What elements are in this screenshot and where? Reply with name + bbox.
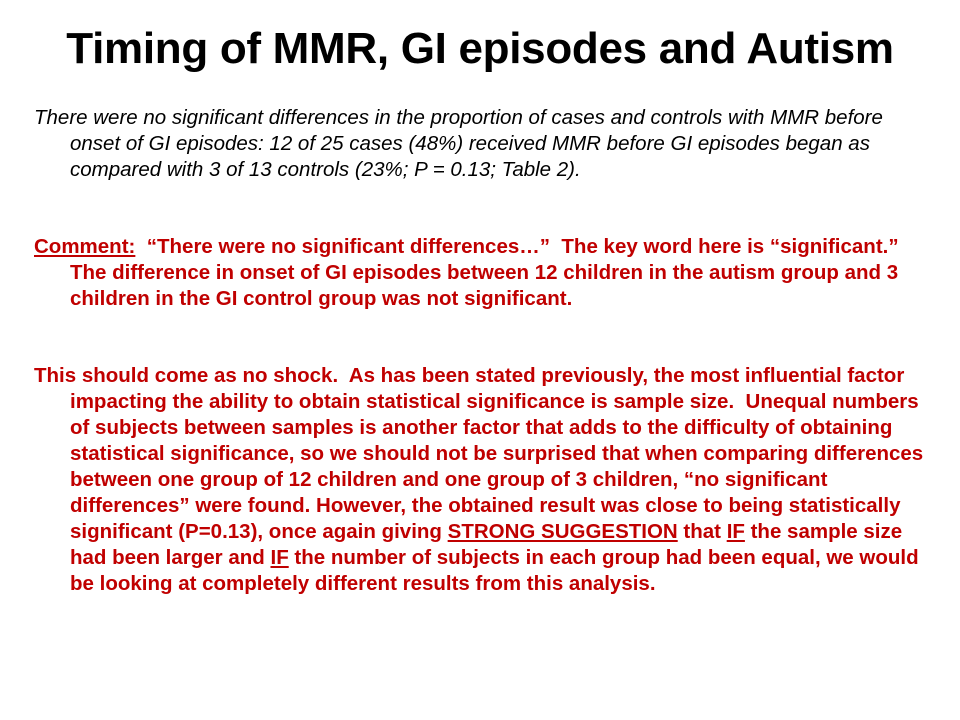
analysis-text-part3: the sample size had been larger and (70, 520, 908, 569)
analysis-text-part2: that (677, 520, 727, 543)
strong-suggestion-emphasis: STRONG SUGGESTION (447, 520, 678, 543)
comment-paragraph (34, 234, 934, 312)
slide-title: Timing of MMR, GI episodes and Autism (66, 24, 894, 73)
if-emphasis-2: IF (270, 546, 289, 569)
analysis-text-part1: This should come as no shock. As has been stated previously, the most influential factor impacting the ability to obtain statistical significance is sample size. Unequal numbers of subjects between samples is another factor that adds to the difficulty of obtaining statistical significance, so we should not be surprised that when comparing differences between one group of 12 children and one group of 3 children, “no significant differences” were found. However, the obtained result was close to being statistically significant (P=0.13), once again giving (34, 364, 929, 543)
comment-text: “There were no significant differences…” The key word here is “significant.” The difference in onset of GI episodes between 12 children in the autism group and 3 children in the GI control group was not significant. (70, 235, 911, 310)
analysis-text-part4: the number of subjects in each group had been equal, we would be looking at completely different results from this analysis. (70, 546, 925, 595)
analysis-paragraph (34, 363, 934, 597)
comment-label: Comment: (34, 235, 136, 258)
study-finding-paragraph: There were no significant differences in the proportion of cases and controls with MMR before onset of GI episodes: 12 of 25 cases (48%) received MMR before GI episodes began as compared with 3 of 13 controls (23%; P = 0.13; Table 2). (34, 106, 883, 181)
if-emphasis-1: IF (726, 520, 745, 543)
